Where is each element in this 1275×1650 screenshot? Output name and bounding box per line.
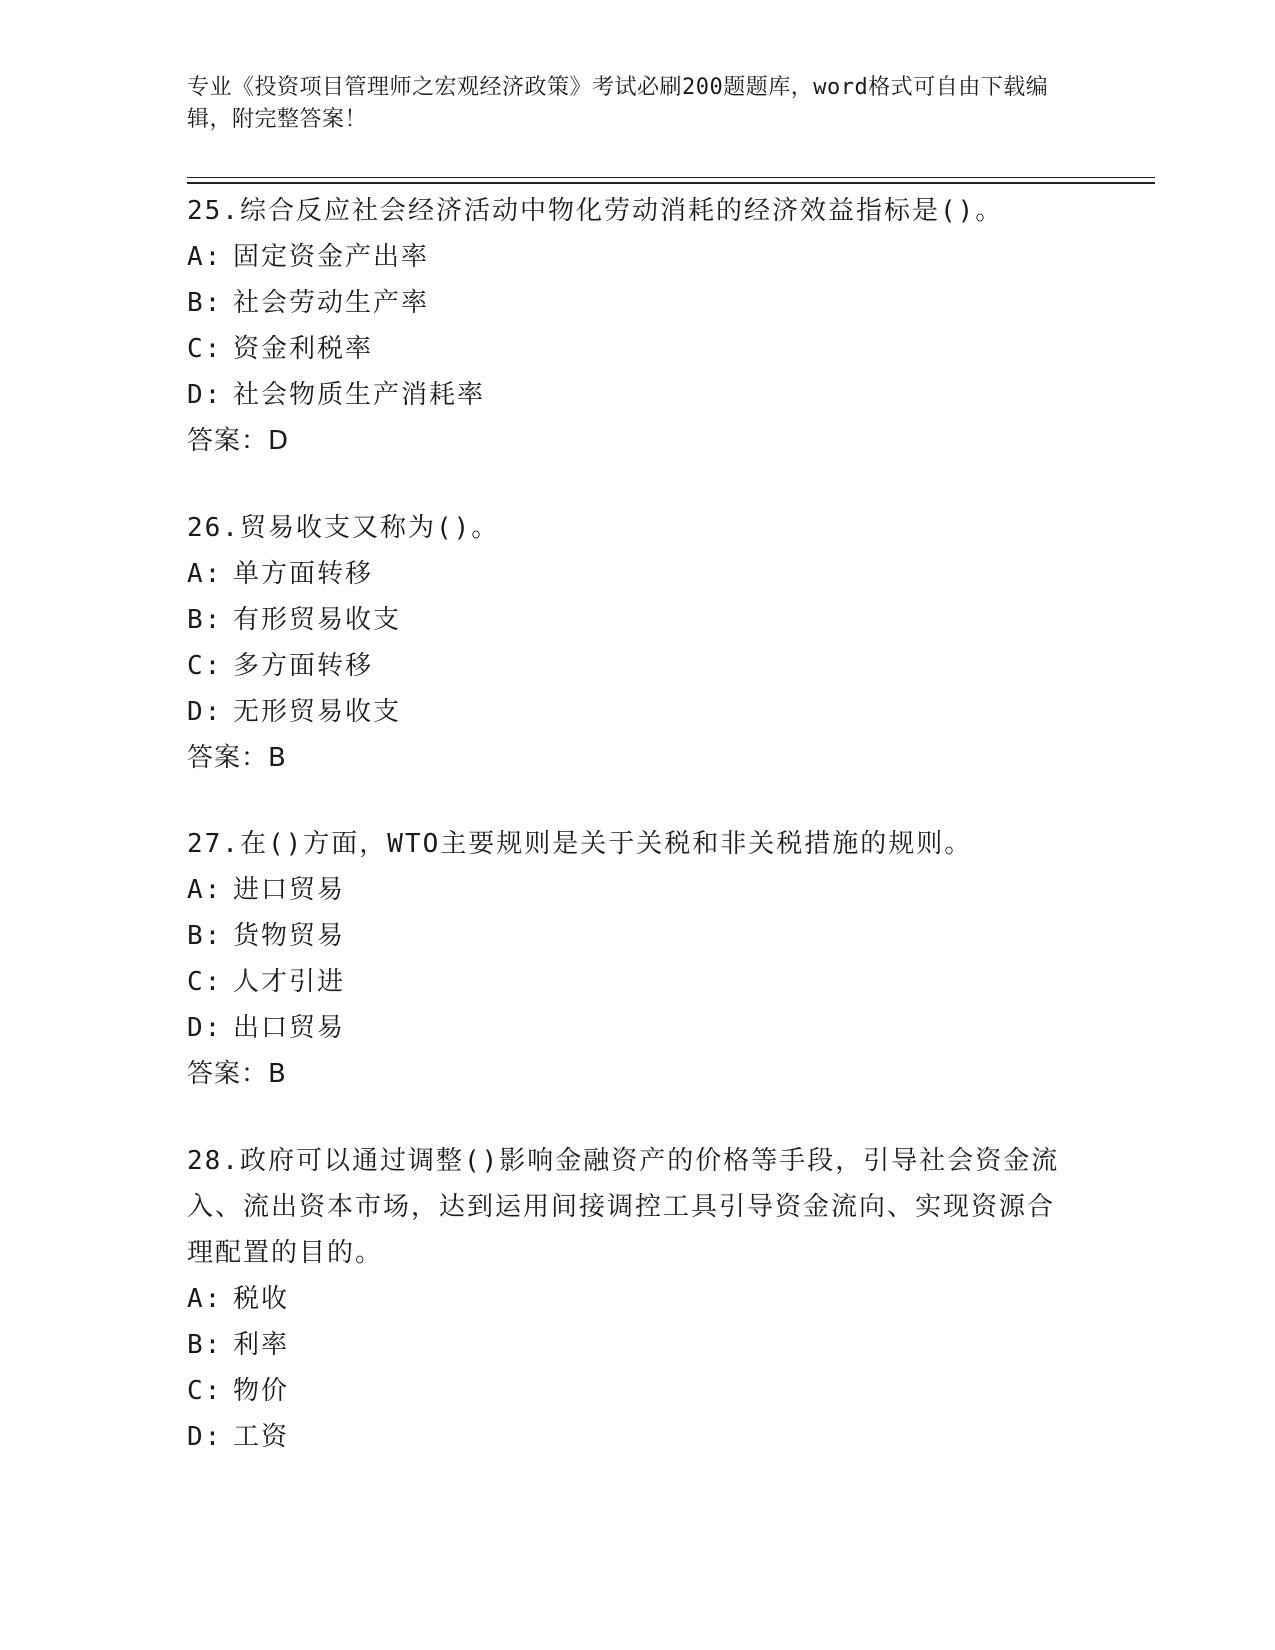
option-letter: B: bbox=[187, 605, 223, 635]
option-letter: C: bbox=[187, 1376, 223, 1406]
option-b bbox=[187, 597, 1087, 643]
question-27 bbox=[187, 821, 1087, 1097]
option-text: 社会物质生产消耗率 bbox=[233, 380, 486, 410]
option-letter: D: bbox=[187, 380, 223, 410]
option-letter: A: bbox=[187, 1284, 223, 1314]
option-a bbox=[187, 234, 1087, 280]
option-text: 进口贸易 bbox=[233, 875, 346, 905]
answer: 答案：B bbox=[187, 1059, 287, 1089]
option-c bbox=[187, 643, 1087, 689]
option-c bbox=[187, 1368, 1067, 1414]
answer: 答案：B bbox=[187, 743, 287, 773]
option-letter: C: bbox=[187, 967, 223, 997]
option-b bbox=[187, 913, 1087, 959]
option-a bbox=[187, 551, 1087, 597]
option-a bbox=[187, 867, 1087, 913]
answer: 答案：D bbox=[187, 426, 290, 456]
question-28 bbox=[187, 1138, 1067, 1460]
option-d bbox=[187, 1414, 1067, 1460]
option-letter: A: bbox=[187, 875, 223, 905]
option-text: 社会劳动生产率 bbox=[233, 288, 430, 318]
question-stem: 25.综合反应社会经济活动中物化劳动消耗的经济效益指标是()。 bbox=[187, 196, 1004, 226]
question-25 bbox=[187, 188, 1087, 464]
option-text: 货物贸易 bbox=[233, 921, 346, 951]
option-c bbox=[187, 959, 1087, 1005]
option-text: 资金利税率 bbox=[233, 334, 374, 364]
option-letter: A: bbox=[187, 242, 223, 272]
question-26 bbox=[187, 505, 1087, 781]
option-d bbox=[187, 1005, 1087, 1051]
option-text: 利率 bbox=[233, 1330, 290, 1360]
option-c bbox=[187, 326, 1087, 372]
option-text: 出口贸易 bbox=[233, 1013, 346, 1043]
header-rule-thin bbox=[187, 177, 1155, 178]
option-d bbox=[187, 372, 1087, 418]
option-text: 固定资金产出率 bbox=[233, 242, 430, 272]
option-letter: D: bbox=[187, 1013, 223, 1043]
option-letter: B: bbox=[187, 1330, 223, 1360]
option-text: 单方面转移 bbox=[233, 559, 374, 589]
option-b bbox=[187, 280, 1087, 326]
option-text: 无形贸易收支 bbox=[233, 697, 402, 727]
option-text: 有形贸易收支 bbox=[233, 605, 402, 635]
option-d bbox=[187, 689, 1087, 735]
option-text: 税收 bbox=[233, 1284, 290, 1314]
option-letter: A: bbox=[187, 559, 223, 589]
option-letter: B: bbox=[187, 921, 223, 951]
option-text: 多方面转移 bbox=[233, 651, 374, 681]
option-letter: D: bbox=[187, 1422, 223, 1452]
question-stem: 28.政府可以通过调整()影响金融资产的价格等手段，引导社会资金流入、流出资本市场，达到运用间接调控工具引导资金流向、实现资源合理配置的目的。 bbox=[187, 1146, 1060, 1268]
option-b bbox=[187, 1322, 1067, 1368]
question-stem: 27.在()方面，WTO主要规则是关于关税和非关税措施的规则。 bbox=[187, 829, 973, 859]
option-letter: B: bbox=[187, 288, 223, 318]
question-stem: 26.贸易收支又称为()。 bbox=[187, 513, 500, 543]
option-letter: D: bbox=[187, 697, 223, 727]
option-text: 物价 bbox=[233, 1376, 290, 1406]
option-text: 工资 bbox=[233, 1422, 290, 1452]
document-header: 专业《投资项目管理师之宏观经济政策》考试必刷200题题库，word格式可自由下载编辑，附完整答案！ bbox=[187, 75, 1049, 132]
option-letter: C: bbox=[187, 651, 223, 681]
option-text: 人才引进 bbox=[233, 967, 346, 997]
header-rule-thick bbox=[187, 182, 1155, 184]
option-a bbox=[187, 1276, 1067, 1322]
option-letter: C: bbox=[187, 334, 223, 364]
